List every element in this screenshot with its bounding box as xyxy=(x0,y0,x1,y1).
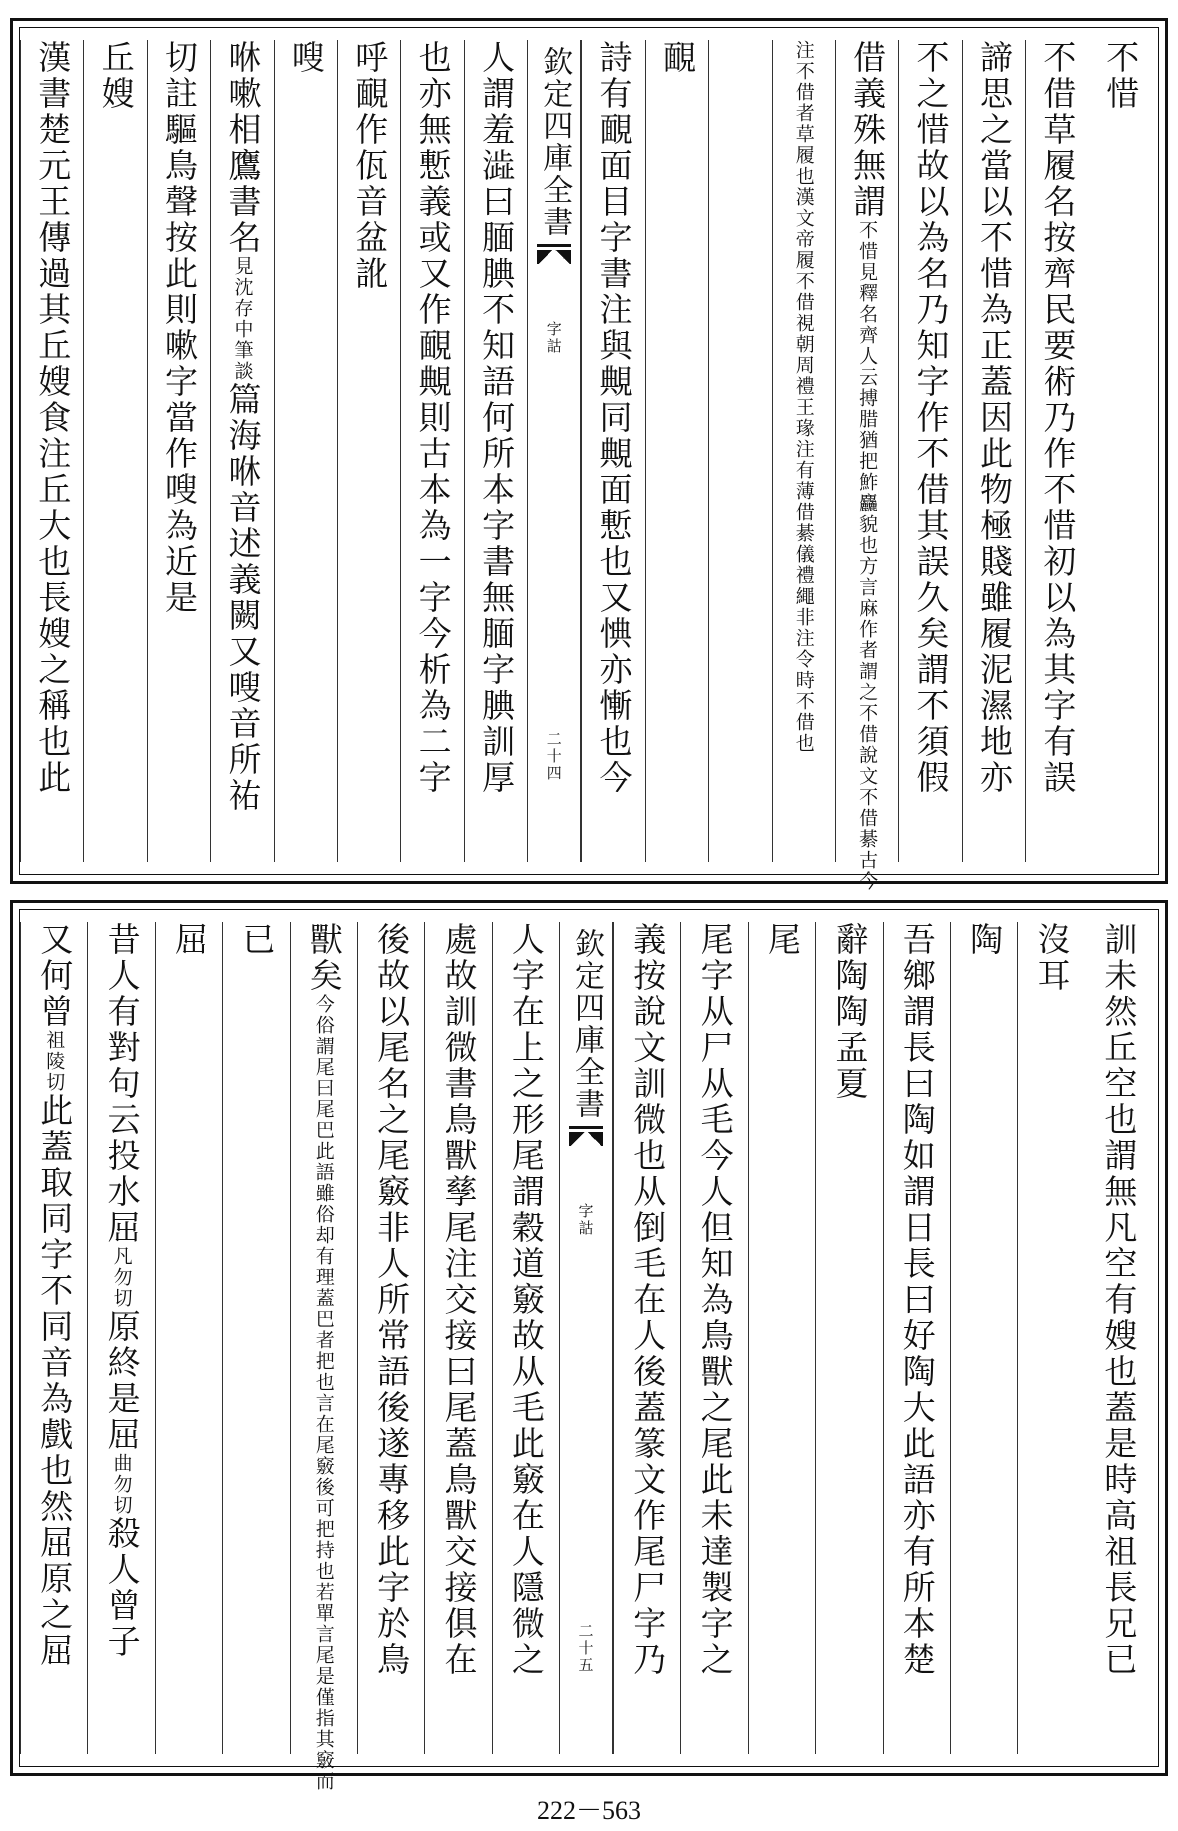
text-column xyxy=(83,40,146,862)
text-column xyxy=(883,922,950,1754)
text-column xyxy=(772,40,835,862)
main-text: 已 xyxy=(237,922,277,958)
main-text: 諦思之當以不惜為正蓋因此物極賤雖履泥濕地亦 xyxy=(974,40,1014,796)
text-column xyxy=(708,40,771,862)
main-text: 咻嗽相鷹書名 xyxy=(223,40,263,256)
text-column xyxy=(815,922,882,1754)
text-column xyxy=(1085,922,1152,1754)
main-text: 沒耳 xyxy=(1032,922,1072,994)
main-text: 屈 xyxy=(169,922,209,958)
text-column xyxy=(680,922,747,1754)
main-text: 吾鄉謂長曰陶如謂日長曰好陶大此語亦有所本楚 xyxy=(897,922,937,1678)
annotation-note: 見沈存中筆談 xyxy=(231,256,254,382)
volume-page-number: 222－563 xyxy=(536,1796,641,1825)
main-text: 處故訓微書鳥獸孳尾注交接曰尾蓋鳥獸交接俱在 xyxy=(439,922,479,1678)
main-text: 也亦無慙義或又作靦覥則古本為一字今析為二字 xyxy=(413,40,453,796)
fishtail-mark-icon xyxy=(537,244,571,265)
annotation-note: 凡勿切 xyxy=(110,1246,133,1309)
text-column xyxy=(155,922,222,1754)
text-column xyxy=(835,40,898,892)
top-page-inner-border xyxy=(19,27,1159,892)
fishtail-mark-icon xyxy=(569,1126,603,1147)
main-text: 人字在上之形尾謂穀道竅故从毛此竅在人隱微之 xyxy=(506,922,546,1678)
text-column xyxy=(464,40,527,862)
text-column xyxy=(962,40,1025,862)
annotation-note: 曲勿切 xyxy=(110,1453,133,1516)
text-column xyxy=(492,922,559,1754)
text-column xyxy=(147,40,210,862)
main-text: 訓未然丘空也謂無凡空有嫂也蓋是時高祖長兄已 xyxy=(1099,922,1139,1678)
main-text: 陶 xyxy=(965,922,1005,958)
text-column xyxy=(20,922,87,1754)
library-title: 欽定四庫全書 xyxy=(569,928,604,1120)
folio-number: 二十五 xyxy=(576,1623,595,1674)
text-column xyxy=(424,922,491,1754)
main-text: 靦 xyxy=(657,40,697,76)
bottom-page-frame xyxy=(10,900,1168,1792)
main-text: 嗖 xyxy=(286,40,326,76)
main-text: 切註驅鳥聲按此則嗽字當作嗖為近是 xyxy=(160,40,200,616)
category-label: 字詁 xyxy=(544,321,563,355)
text-column xyxy=(748,922,815,1754)
text-column xyxy=(222,922,289,1754)
main-text: 昔人有對句云投水屈 xyxy=(102,922,142,1246)
annotation-note: 注不借者草履也漢文帝履不借視朝周禮王瑑注有薄借綦儀禮繩非注令時不借也 xyxy=(792,40,815,754)
text-column xyxy=(337,40,400,862)
annotation-note: 今俗謂尾曰尾巴此語雖俗却有理蓋巴者把也言在尾竅後可把持也若單言尾是僅指其竅而 xyxy=(312,994,335,1792)
main-text: 詩有靦面目字書注與覥同覥面慙也又㥏亦慚也今 xyxy=(594,40,634,796)
main-text: 獸矣 xyxy=(304,922,344,994)
main-text: 不之惜故以為名乃知字作不借其誤久矣謂不須假 xyxy=(911,40,951,796)
text-column xyxy=(290,922,357,1792)
annotation-note: 祖陵切 xyxy=(43,1030,66,1093)
text-column xyxy=(1089,40,1152,862)
main-text: 不借草履名按齊民要術乃作不惜初以為其字有誤 xyxy=(1038,40,1078,796)
main-text: 義按說文訓微也从倒毛在人後蓋篆文作尾尸字乃 xyxy=(628,922,668,1678)
text-column xyxy=(357,922,424,1754)
main-text: 尾 xyxy=(762,922,802,958)
library-title: 欽定四庫全書 xyxy=(537,46,573,238)
text-column xyxy=(950,922,1017,1754)
category-label: 字詁 xyxy=(576,1203,595,1237)
main-text: 後故以尾名之尾竅非人所常語後遂專移此字於鳥 xyxy=(372,922,412,1678)
main-text: 篇海咻音述義闕又嗖音所祐 xyxy=(223,382,263,814)
main-text: 殺人曾子 xyxy=(102,1516,142,1660)
annotation-note: 不惜見釋名齊人云搏腊猶把鮓麤貌也方言麻作者謂之不借說文不借綦古今 xyxy=(856,220,879,892)
text-column xyxy=(87,922,154,1754)
main-text: 借義殊無謂 xyxy=(848,40,888,220)
main-text: 呼靦作佤音盆訛 xyxy=(350,40,390,292)
bottom-page-inner-border xyxy=(19,909,1159,1792)
text-column xyxy=(1025,40,1088,862)
text-column xyxy=(613,922,680,1754)
top-page-frame xyxy=(10,18,1168,892)
text-column xyxy=(400,40,463,862)
text-column xyxy=(274,40,337,862)
main-text: 不惜 xyxy=(1101,40,1141,112)
text-column xyxy=(645,40,708,862)
fold-center-column xyxy=(559,922,613,1754)
fold-center-column xyxy=(527,40,581,862)
main-text: 丘嫂 xyxy=(96,40,136,112)
main-text: 又何曾 xyxy=(35,922,75,1030)
folio-number: 二十四 xyxy=(544,731,563,782)
main-text: 原終是屈 xyxy=(102,1309,142,1453)
text-column xyxy=(20,40,83,862)
main-text: 此蓋取同字不同音為戲也然屈原之屈 xyxy=(35,1093,75,1669)
main-text: 漢書楚元王傳過其丘嫂食注丘大也長嫂之稱也此 xyxy=(33,40,73,796)
main-text: 人謂羞澁曰腼腆不知語何所本字書無腼字腆訓厚 xyxy=(477,40,517,796)
text-column xyxy=(581,40,644,862)
text-column xyxy=(1017,922,1084,1754)
main-text: 辭陶陶孟夏 xyxy=(830,922,870,1102)
text-column xyxy=(898,40,961,862)
main-text: 尾字从尸从毛今人但知為鳥獸之尾此未達製字之 xyxy=(695,922,735,1678)
text-column xyxy=(210,40,273,862)
